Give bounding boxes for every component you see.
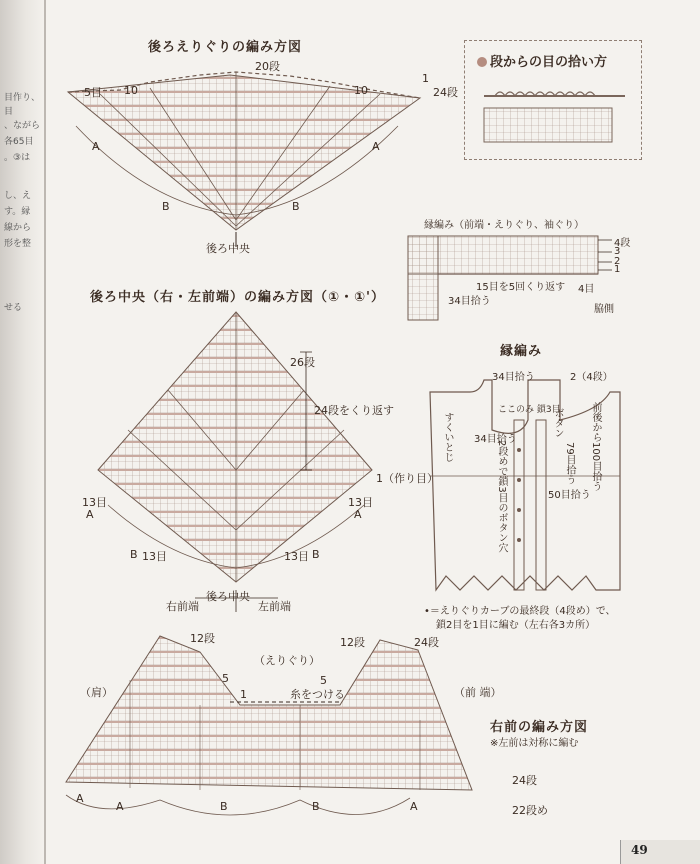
neckline-label: （えりぐり） [254,654,320,667]
left-page-text: 目作り、 [4,93,41,103]
symmetry-note: ※左前は対称に編む [490,738,579,749]
right-front-title: 右前の編み方図 [490,720,589,735]
section-label: A [354,508,362,521]
number-label: 1 [422,72,429,85]
row-label: 1 [614,264,621,275]
center-label: 後ろ中央 [206,590,250,603]
section-label: A [410,800,418,813]
edging-title: 縁編み（前端・えりぐり、袖ぐり） [424,220,584,231]
section-label: A [76,792,84,805]
stitch-label: 13目 [348,496,373,509]
row-label: 2（4段） [570,372,613,383]
section-label: B [312,548,320,561]
left-page-text: し、え [4,191,32,201]
front-edge-label: （前 端） [454,686,502,699]
number-label: 1 [240,688,247,701]
note-line: •＝えりぐりカーブの最終段（4段め）で、 [424,606,616,617]
row-label: 20段 [255,60,280,73]
repeat-label: 24段をくり返す [314,404,394,417]
pickup-title: 段からの目の拾い方 [477,51,607,70]
left-page-text: 線から [4,223,32,233]
pickup-inset [464,40,642,160]
section-label: B [220,800,228,813]
section-label: B [312,800,320,813]
row-label: 3 [614,246,621,257]
pickup-label: 34目拾う [474,434,517,445]
edge-label: 右前端 [166,600,199,613]
pickup-label: 34目拾う [448,296,491,307]
section-label: B [292,200,300,213]
row-label: 26段 [290,356,315,369]
left-page-text: せる [4,303,23,313]
back-center-title: 後ろ中央（右・左前端）の編み方図（①・①'） [90,290,385,305]
row-label: 4段 [614,238,631,249]
side-label: 脇側 [594,304,614,315]
stitch-label: 13目 [142,550,167,563]
stitch-label: 5目 [84,86,102,99]
pickup-label: 34目拾う [492,372,535,383]
pickup-label: 前後から100目拾う [590,402,601,492]
section-label: B [162,200,170,213]
note-line: 鎖2目を1目に編む（左右各3カ所） [436,620,596,631]
buttonhole-label: 2段めで鎖3目のボタン穴 [496,440,507,553]
section-label: A [116,800,124,813]
back-center-chart [98,312,372,612]
row-label: 24段 [433,86,458,99]
row-label: 12段 [190,632,215,645]
button-label: ボタン [552,408,563,438]
page-number: 49 [631,843,648,857]
number-label: 5 [222,672,229,685]
back-neck-chart [68,72,420,247]
stitch-label: 4目 [578,284,595,295]
number-label: 10 [354,84,368,97]
bullet-icon [477,57,487,67]
left-page-text: 、ながら [4,121,41,131]
left-page-text: す。縁 [4,207,31,217]
section-label: A [92,140,100,153]
left-page-text: 形を整 [4,239,32,249]
number-label: 10 [124,84,138,97]
row-label: 2 [614,256,621,267]
pickup-label: 50目拾う [548,490,591,501]
section-label: A [372,140,380,153]
attach-label: 糸をつける [290,688,345,701]
section-label: B [130,548,138,561]
seam-label: すくいとじ [442,412,453,462]
left-page-text: 各65目 [4,137,34,147]
stitch-label: 13目 [284,550,309,563]
left-page-text: 。③は [4,153,31,163]
row-label: 22段め [512,804,548,817]
row-label: 24段 [512,774,537,787]
pickup-label: 79目拾う [564,442,575,485]
back-neck-title: 後ろえりぐりの編み方図 [148,40,303,55]
cast-on-label: 1（作り目） [376,472,438,485]
vest-title: 縁編み [500,344,543,359]
center-label: 後ろ中央 [206,242,250,255]
row-label: 24段 [414,636,439,649]
section-label: A [86,508,94,521]
number-label: 5 [320,674,327,687]
edge-label: 左前端 [258,600,291,613]
stitch-label: 13目 [82,496,107,509]
repeat-label: 15目を5回くり返す [476,282,566,293]
shoulder-label: （肩） [80,686,113,699]
page-number-box [620,840,700,864]
chain-label: ここのみ 鎖3目 [498,405,561,415]
row-label: 12段 [340,636,365,649]
left-page-text: 目 [4,107,14,117]
